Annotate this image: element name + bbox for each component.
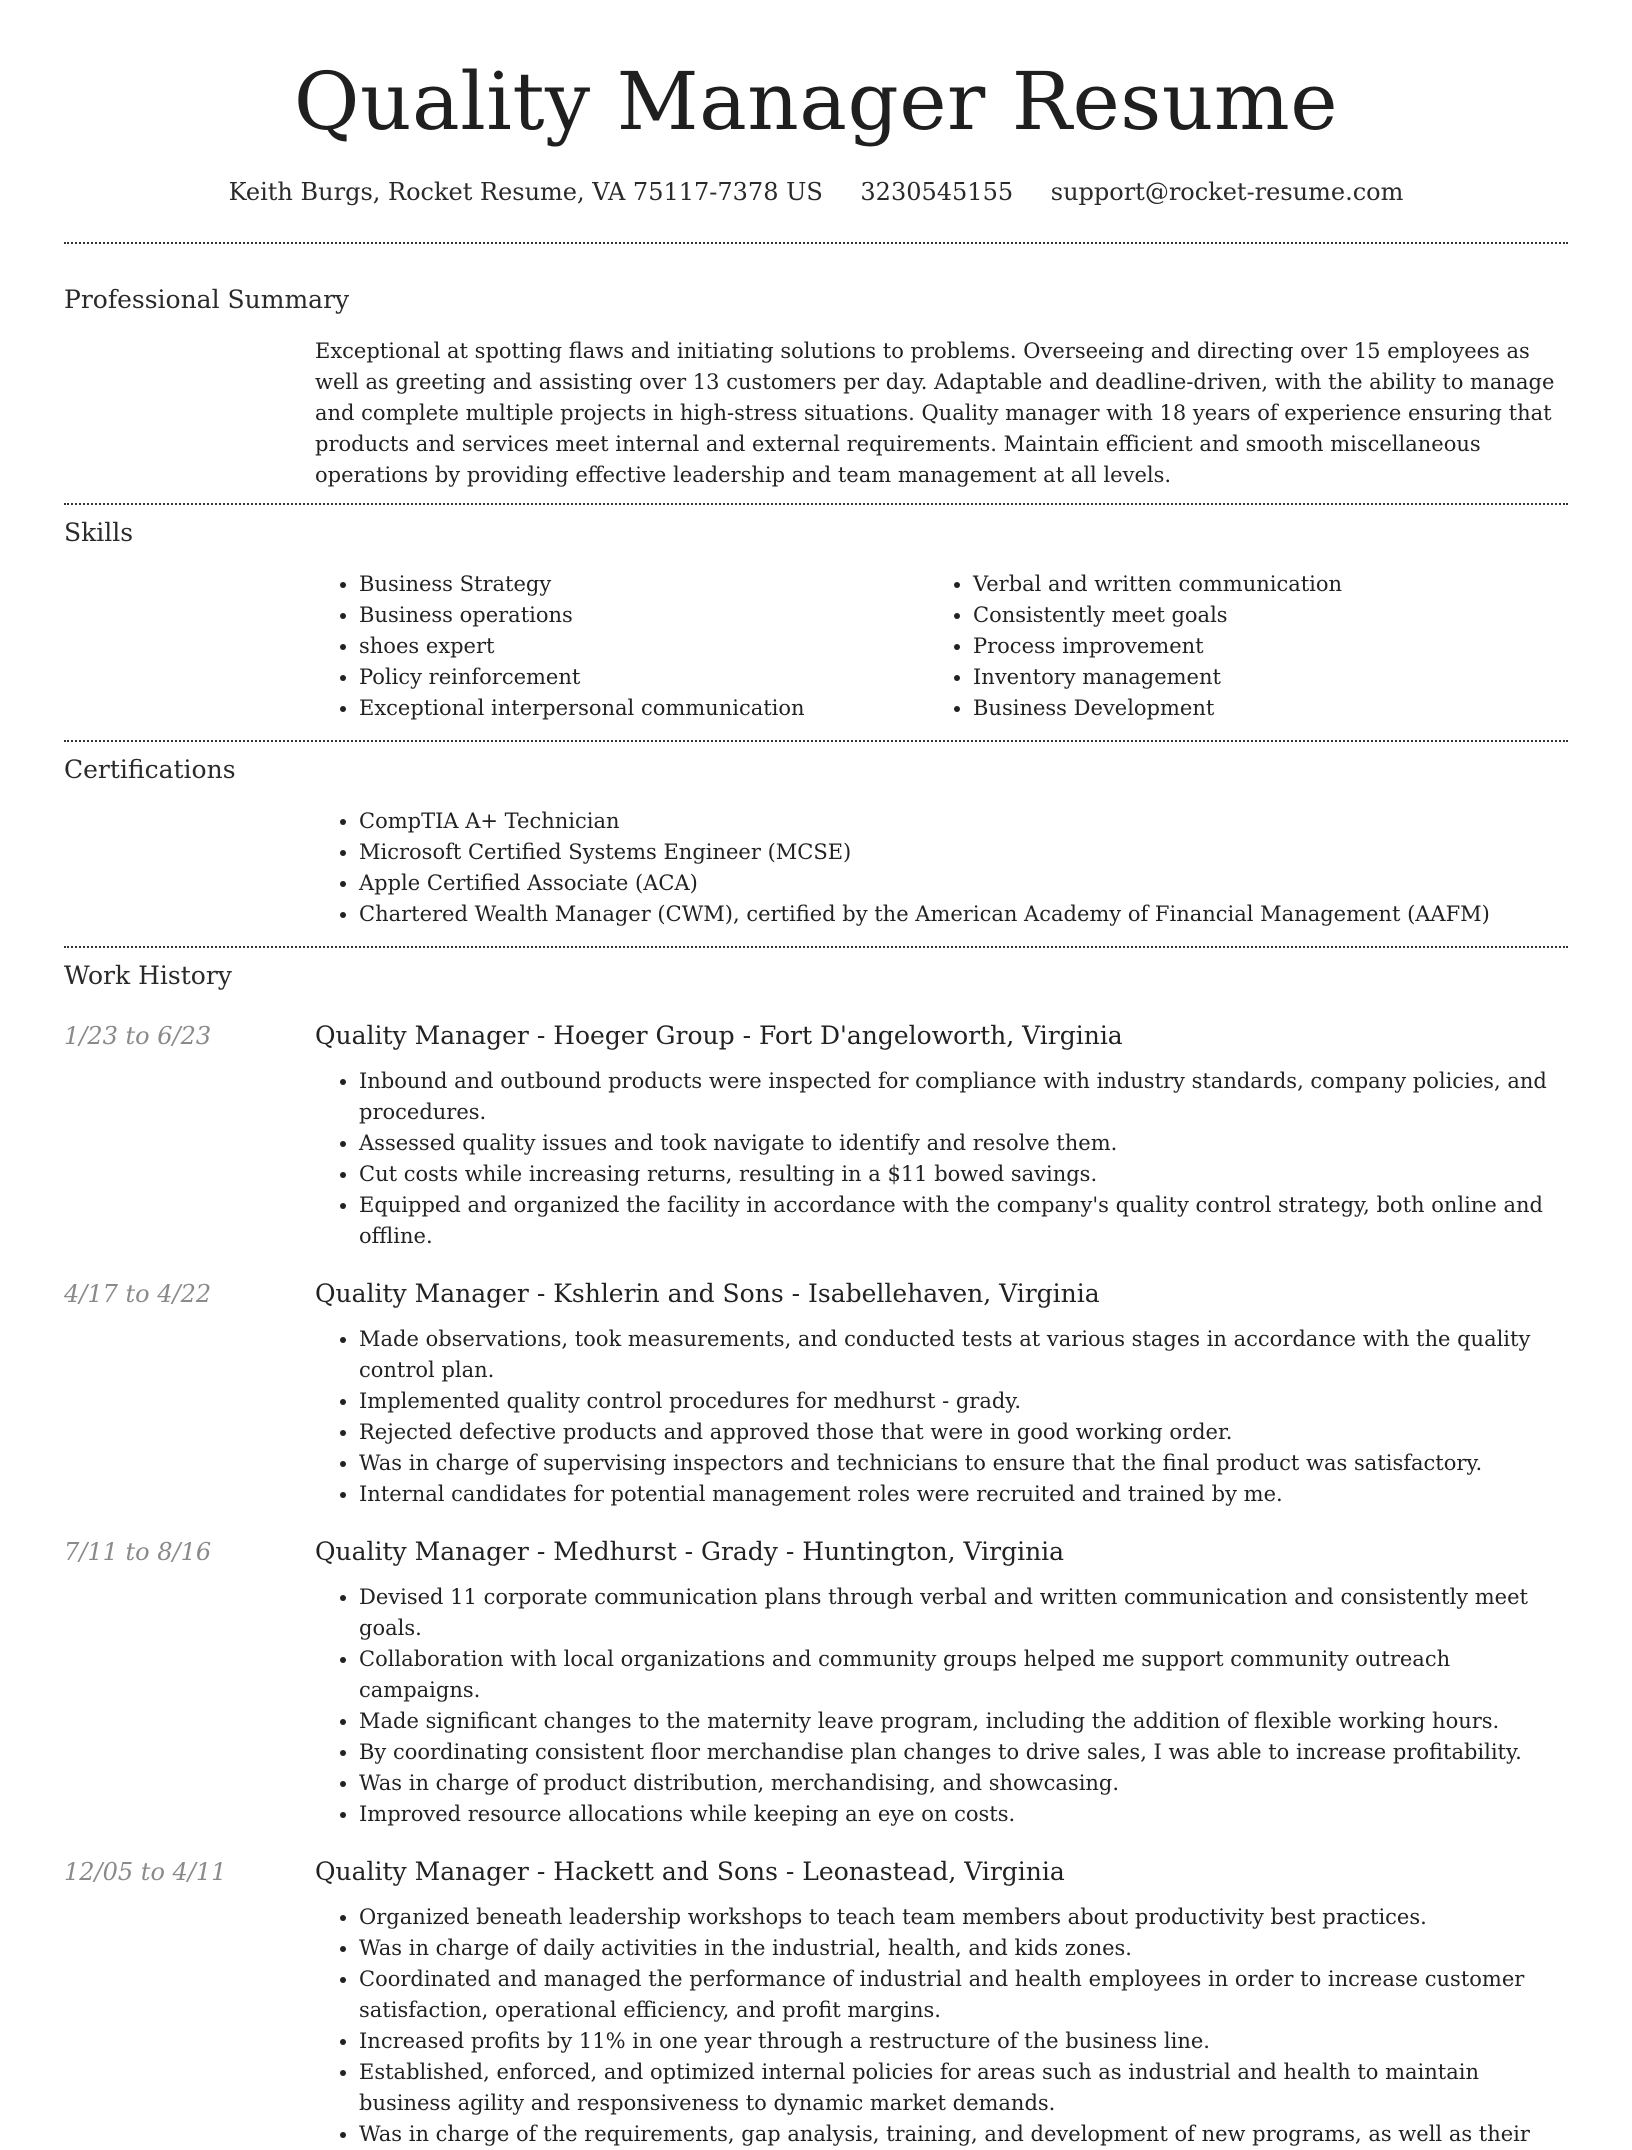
job-bullet: • Established, enforced, and optimized internal policies for areas such as industrial and health to maintain business agility and responsiveness to dynamic market demands. bbox=[359, 2057, 1568, 2119]
job-dates: 7/11 to 8/16 bbox=[64, 1538, 212, 1566]
skills-list-right bbox=[929, 569, 1543, 724]
contact-email: support@rocket-resume.com bbox=[1050, 178, 1404, 206]
skills-heading: Skills bbox=[64, 518, 134, 547]
skills-list-left bbox=[315, 569, 929, 724]
work-heading: Work History bbox=[64, 961, 232, 990]
job-bullet: • Devised 11 corporate communication plans through verbal and written communication and consistently meet goals. bbox=[359, 1582, 1568, 1644]
job-bullets bbox=[315, 1324, 1568, 1510]
job-body bbox=[315, 1854, 1568, 2150]
job-bullet: • Was in charge of product distribution, merchandising, and showcasing. bbox=[359, 1768, 1568, 1799]
job-bullet: • Was in charge of the requirements, gap analysis, training, and development of new programs, as well as their bbox=[359, 2119, 1568, 2150]
summary-heading: Professional Summary bbox=[64, 285, 350, 314]
section-divider bbox=[64, 740, 1568, 742]
skill-item: • shoes expert bbox=[359, 631, 929, 662]
section-divider bbox=[64, 946, 1568, 948]
skills-section bbox=[64, 515, 1568, 724]
job-bullet: • Made observations, took measurements, and conducted tests at various stages in accordance with the quality control plan. bbox=[359, 1324, 1568, 1386]
skill-item: • Verbal and written communication bbox=[973, 569, 1543, 600]
job-entry bbox=[64, 1534, 1568, 1830]
job-body bbox=[315, 1534, 1568, 1830]
job-body bbox=[315, 1018, 1568, 1252]
contact-address: Keith Burgs, Rocket Resume, VA 75117-7378 US bbox=[228, 178, 823, 206]
job-dates: 12/05 to 4/11 bbox=[64, 1858, 227, 1886]
certification-item: • Microsoft Certified Systems Engineer (MCSE) bbox=[359, 837, 1568, 868]
skill-item: • Business Strategy bbox=[359, 569, 929, 600]
job-bullet: • By coordinating consistent floor merchandise plan changes to drive sales, I was able to increase profitability. bbox=[359, 1737, 1568, 1768]
job-body bbox=[315, 1276, 1568, 1510]
job-title: Quality Manager - Kshlerin and Sons - Isabellehaven, Virginia bbox=[315, 1279, 1100, 1308]
work-jobs bbox=[64, 1018, 1568, 2150]
summary-content bbox=[315, 336, 1568, 491]
certification-item: • CompTIA A+ Technician bbox=[359, 806, 1568, 837]
job-bullets bbox=[315, 1066, 1568, 1252]
summary-text: Exceptional at spotting flaws and initiating solutions to problems. Overseeing and directing over 15 employees as well as greeting and assisting over 13 customers per day. Adaptable and deadline-driven, with the ability to manage and complete multiple projects in high-stress situations. Quality manager with 18 years of experience ensuring that products and services meet internal and external requirements. Maintain efficient and smooth miscellaneous operations by providing effective leadership and team management at all levels. bbox=[315, 339, 1555, 487]
job-title: Quality Manager - Medhurst - Grady - Huntington, Virginia bbox=[315, 1537, 1065, 1566]
job-title: Quality Manager - Hoeger Group - Fort D'angeloworth, Virginia bbox=[315, 1021, 1123, 1050]
certification-item: • Chartered Wealth Manager (CWM), certified by the American Academy of Financial Management (AAFM) bbox=[359, 899, 1568, 930]
job-entry bbox=[64, 1854, 1568, 2150]
section-divider bbox=[64, 503, 1568, 505]
job-entry bbox=[64, 1018, 1568, 1252]
resume-title: Quality Manager Resume bbox=[293, 55, 1339, 148]
certifications-content bbox=[315, 806, 1568, 930]
job-entry bbox=[64, 1276, 1568, 1510]
skill-item: • Policy reinforcement bbox=[359, 662, 929, 693]
work-section bbox=[64, 958, 1568, 2150]
skill-item: • Process improvement bbox=[973, 631, 1543, 662]
certification-item: • Apple Certified Associate (ACA) bbox=[359, 868, 1568, 899]
job-bullet: • Assessed quality issues and took navigate to identify and resolve them. bbox=[359, 1128, 1568, 1159]
job-bullets bbox=[315, 1902, 1568, 2150]
skill-item: • Business operations bbox=[359, 600, 929, 631]
job-bullet: • Rejected defective products and approved those that were in good working order. bbox=[359, 1417, 1568, 1448]
certifications-section bbox=[64, 752, 1568, 930]
job-bullet: • Coordinated and managed the performance of industrial and health employees in order to increase customer satisfaction, operational efficiency, and profit margins. bbox=[359, 1964, 1568, 2026]
job-dates: 4/17 to 4/22 bbox=[64, 1280, 212, 1308]
contact-phone: 3230545155 bbox=[860, 178, 1014, 206]
job-bullet: • Inbound and outbound products were inspected for compliance with industry standards, company policies, and procedures. bbox=[359, 1066, 1568, 1128]
job-title: Quality Manager - Hackett and Sons - Leonastead, Virginia bbox=[315, 1857, 1065, 1886]
certifications-heading: Certifications bbox=[64, 755, 236, 784]
certifications-list bbox=[315, 806, 1568, 930]
job-bullet: • Equipped and organized the facility in accordance with the company's quality control strategy, both online and offline. bbox=[359, 1190, 1568, 1252]
skills-columns bbox=[315, 569, 1568, 724]
job-bullet: • Was in charge of supervising inspectors and technicians to ensure that the final product was satisfactory. bbox=[359, 1448, 1568, 1479]
job-bullet: • Collaboration with local organizations and community groups helped me support community outreach campaigns. bbox=[359, 1644, 1568, 1706]
skill-item: • Inventory management bbox=[973, 662, 1543, 693]
section-divider bbox=[64, 242, 1568, 244]
skill-item: • Business Development bbox=[973, 693, 1543, 724]
contact-line bbox=[64, 176, 1568, 208]
job-bullet: • Made significant changes to the maternity leave program, including the addition of flexible working hours. bbox=[359, 1706, 1568, 1737]
resume-page bbox=[64, 0, 1568, 2146]
job-bullet: • Organized beneath leadership workshops to teach team members about productivity best practices. bbox=[359, 1902, 1568, 1933]
job-bullet: • Increased profits by 11% in one year through a restructure of the business line. bbox=[359, 2026, 1568, 2057]
job-bullet: • Internal candidates for potential management roles were recruited and trained by me. bbox=[359, 1479, 1568, 1510]
job-bullet: • Cut costs while increasing returns, resulting in a $11 bowed savings. bbox=[359, 1159, 1568, 1190]
job-bullet: • Implemented quality control procedures for medhurst - grady. bbox=[359, 1386, 1568, 1417]
job-bullet: • Improved resource allocations while keeping an eye on costs. bbox=[359, 1799, 1568, 1830]
job-bullet: • Was in charge of daily activities in the industrial, health, and kids zones. bbox=[359, 1933, 1568, 1964]
job-bullets bbox=[315, 1582, 1568, 1830]
job-dates: 1/23 to 6/23 bbox=[64, 1022, 212, 1050]
skill-item: • Consistently meet goals bbox=[973, 600, 1543, 631]
skill-item: • Exceptional interpersonal communication bbox=[359, 693, 929, 724]
summary-section-block bbox=[64, 282, 1568, 491]
